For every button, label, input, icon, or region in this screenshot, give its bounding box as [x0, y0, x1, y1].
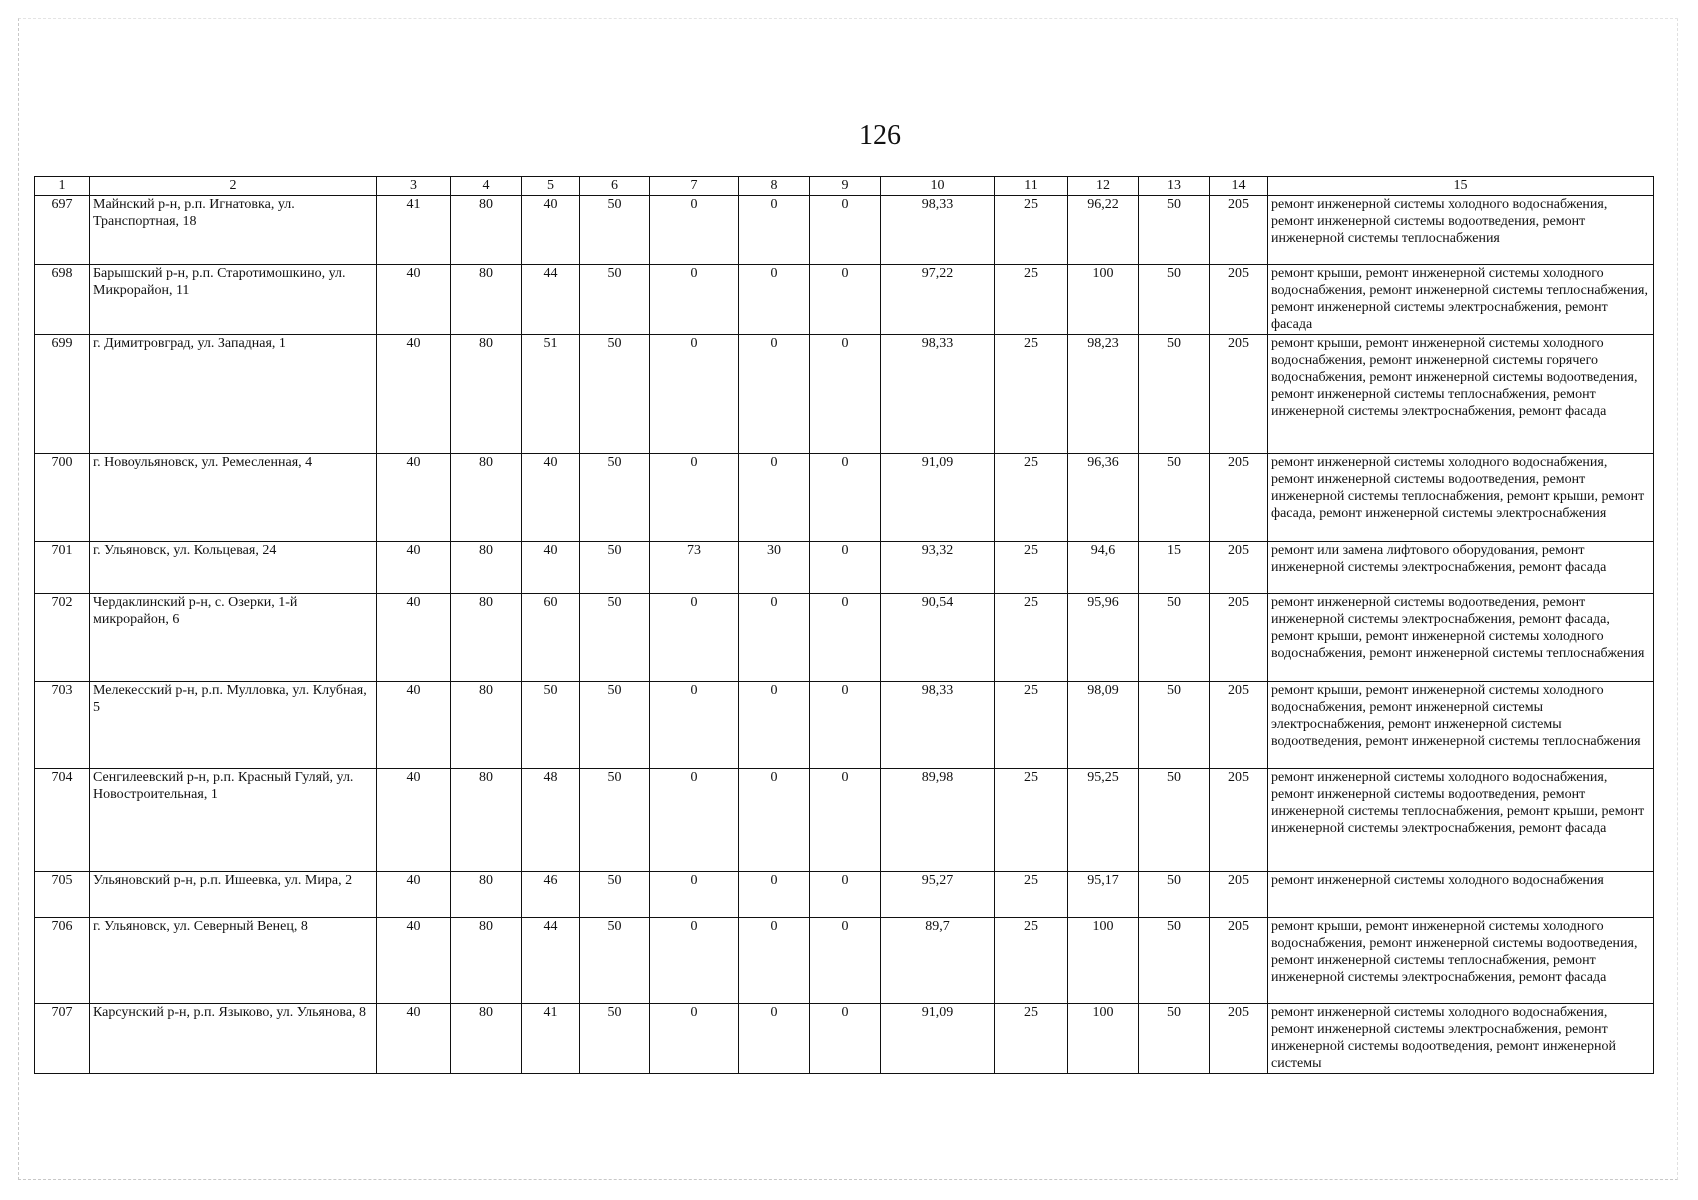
value-cell: 89,7 [881, 918, 995, 1004]
address-cell: Майнский р-н, р.п. Игнатовка, ул. Транспортная, 18 [90, 196, 377, 265]
value-cell: 0 [810, 872, 881, 918]
value-cell: 0 [810, 542, 881, 594]
table-row [35, 872, 1654, 918]
value-cell: 50 [580, 594, 650, 682]
value-cell: 40 [377, 454, 451, 542]
value-cell: 50 [1139, 594, 1210, 682]
value-cell: 0 [650, 196, 739, 265]
value-cell: 205 [1210, 682, 1268, 769]
works-list-cell: ремонт или замена лифтового оборудования, ремонт инженерной системы электроснабжения, ремонт фасада [1268, 542, 1654, 594]
column-header: 14 [1210, 177, 1268, 196]
value-cell: 50 [1139, 1004, 1210, 1074]
value-cell: 40 [377, 335, 451, 454]
value-cell: 98,23 [1068, 335, 1139, 454]
value-cell: 0 [650, 872, 739, 918]
value-cell: 95,27 [881, 872, 995, 918]
table-row [35, 196, 1654, 265]
value-cell: 0 [739, 872, 810, 918]
value-cell: 40 [522, 454, 580, 542]
value-cell: 25 [995, 196, 1068, 265]
column-header: 8 [739, 177, 810, 196]
value-cell: 0 [810, 769, 881, 872]
value-cell: 93,32 [881, 542, 995, 594]
value-cell: 80 [451, 1004, 522, 1074]
value-cell: 90,54 [881, 594, 995, 682]
works-list-cell: ремонт крыши, ремонт инженерной системы холодного водоснабжения, ремонт инженерной системы горячего водоснабжения, ремонт инженерной системы водоотведения, ремонт инженерной системы теплоснабжения, ремонт инженерной системы электроснабжения, ремонт фасада [1268, 335, 1654, 454]
value-cell: 50 [1139, 265, 1210, 335]
table-row [35, 769, 1654, 872]
table-row [35, 594, 1654, 682]
value-cell: 0 [650, 918, 739, 1004]
value-cell: 205 [1210, 454, 1268, 542]
value-cell: 50 [1139, 872, 1210, 918]
value-cell: 50 [1139, 682, 1210, 769]
value-cell: 25 [995, 682, 1068, 769]
value-cell: 48 [522, 769, 580, 872]
value-cell: 25 [995, 769, 1068, 872]
value-cell: 95,96 [1068, 594, 1139, 682]
value-cell: 0 [650, 682, 739, 769]
row-number-cell: 701 [35, 542, 90, 594]
value-cell: 51 [522, 335, 580, 454]
column-header: 4 [451, 177, 522, 196]
value-cell: 205 [1210, 594, 1268, 682]
value-cell: 46 [522, 872, 580, 918]
value-cell: 0 [650, 265, 739, 335]
value-cell: 91,09 [881, 454, 995, 542]
value-cell: 98,09 [1068, 682, 1139, 769]
value-cell: 60 [522, 594, 580, 682]
value-cell: 80 [451, 335, 522, 454]
value-cell: 40 [377, 594, 451, 682]
row-number-cell: 705 [35, 872, 90, 918]
row-number-cell: 707 [35, 1004, 90, 1074]
value-cell: 25 [995, 542, 1068, 594]
column-header: 15 [1268, 177, 1654, 196]
column-header: 10 [881, 177, 995, 196]
value-cell: 50 [580, 682, 650, 769]
value-cell: 50 [1139, 454, 1210, 542]
works-list-cell: ремонт крыши, ремонт инженерной системы холодного водоснабжения, ремонт инженерной системы теплоснабжения, ремонт инженерной системы электроснабжения, ремонт фасада [1268, 265, 1654, 335]
address-cell: г. Димитровград, ул. Западная, 1 [90, 335, 377, 454]
value-cell: 0 [739, 335, 810, 454]
value-cell: 80 [451, 196, 522, 265]
table-row [35, 918, 1654, 1004]
value-cell: 40 [522, 196, 580, 265]
value-cell: 50 [580, 196, 650, 265]
value-cell: 0 [810, 335, 881, 454]
value-cell: 80 [451, 872, 522, 918]
value-cell: 50 [1139, 769, 1210, 872]
works-list-cell: ремонт инженерной системы холодного водоснабжения, ремонт инженерной системы водоотведения, ремонт инженерной системы теплоснабжения, ремонт крыши, ремонт фасада, ремонт инженерной системы электроснабжения [1268, 454, 1654, 542]
value-cell: 97,22 [881, 265, 995, 335]
value-cell: 100 [1068, 265, 1139, 335]
value-cell: 80 [451, 769, 522, 872]
row-number-cell: 706 [35, 918, 90, 1004]
value-cell: 0 [739, 265, 810, 335]
value-cell: 30 [739, 542, 810, 594]
value-cell: 15 [1139, 542, 1210, 594]
value-cell: 25 [995, 265, 1068, 335]
value-cell: 50 [1139, 196, 1210, 265]
value-cell: 0 [739, 1004, 810, 1074]
address-cell: г. Новоульяновск, ул. Ремесленная, 4 [90, 454, 377, 542]
value-cell: 80 [451, 594, 522, 682]
value-cell: 96,22 [1068, 196, 1139, 265]
value-cell: 100 [1068, 1004, 1139, 1074]
address-cell: г. Ульяновск, ул. Северный Венец, 8 [90, 918, 377, 1004]
column-header: 6 [580, 177, 650, 196]
value-cell: 98,33 [881, 196, 995, 265]
table-row [35, 542, 1654, 594]
table-row [35, 454, 1654, 542]
column-header: 7 [650, 177, 739, 196]
value-cell: 80 [451, 918, 522, 1004]
value-cell: 95,25 [1068, 769, 1139, 872]
value-cell: 44 [522, 918, 580, 1004]
value-cell: 0 [810, 682, 881, 769]
works-list-cell: ремонт инженерной системы холодного водоснабжения, ремонт инженерной системы водоотведения, ремонт инженерной системы теплоснабжения [1268, 196, 1654, 265]
value-cell: 50 [580, 769, 650, 872]
table-row [35, 682, 1654, 769]
row-number-cell: 703 [35, 682, 90, 769]
value-cell: 40 [377, 918, 451, 1004]
row-number-cell: 700 [35, 454, 90, 542]
value-cell: 50 [580, 918, 650, 1004]
value-cell: 0 [810, 454, 881, 542]
value-cell: 205 [1210, 265, 1268, 335]
value-cell: 50 [522, 682, 580, 769]
row-number-cell: 698 [35, 265, 90, 335]
column-header: 13 [1139, 177, 1210, 196]
row-number-cell: 699 [35, 335, 90, 454]
value-cell: 50 [580, 335, 650, 454]
value-cell: 25 [995, 872, 1068, 918]
address-cell: Барышский р-н, р.п. Старотимошкино, ул. Микрорайон, 11 [90, 265, 377, 335]
value-cell: 0 [650, 769, 739, 872]
value-cell: 50 [580, 1004, 650, 1074]
value-cell: 25 [995, 335, 1068, 454]
column-header: 5 [522, 177, 580, 196]
address-cell: Карсунский р-н, р.п. Языково, ул. Ульянова, 8 [90, 1004, 377, 1074]
value-cell: 0 [810, 196, 881, 265]
value-cell: 95,17 [1068, 872, 1139, 918]
value-cell: 0 [739, 918, 810, 1004]
value-cell: 205 [1210, 918, 1268, 1004]
value-cell: 0 [810, 918, 881, 1004]
value-cell: 40 [377, 872, 451, 918]
value-cell: 0 [739, 594, 810, 682]
page-number: 126 [859, 120, 901, 151]
row-number-cell: 697 [35, 196, 90, 265]
works-list-cell: ремонт инженерной системы холодного водоснабжения, ремонт инженерной системы водоотведения, ремонт инженерной системы теплоснабжения, ремонт крыши, ремонт инженерной системы электроснабжения, ремонт фасада [1268, 769, 1654, 872]
value-cell: 50 [580, 265, 650, 335]
value-cell: 40 [377, 265, 451, 335]
table-row [35, 335, 1654, 454]
table-row [35, 1004, 1654, 1074]
value-cell: 100 [1068, 918, 1139, 1004]
value-cell: 40 [377, 682, 451, 769]
value-cell: 25 [995, 918, 1068, 1004]
address-cell: Мелекесский р-н, р.п. Мулловка, ул. Клубная, 5 [90, 682, 377, 769]
value-cell: 98,33 [881, 682, 995, 769]
value-cell: 91,09 [881, 1004, 995, 1074]
value-cell: 0 [650, 335, 739, 454]
value-cell: 0 [810, 1004, 881, 1074]
value-cell: 205 [1210, 542, 1268, 594]
value-cell: 25 [995, 594, 1068, 682]
value-cell: 73 [650, 542, 739, 594]
address-cell: Ульяновский р-н, р.п. Ишеевка, ул. Мира, 2 [90, 872, 377, 918]
column-header: 2 [90, 177, 377, 196]
value-cell: 0 [739, 454, 810, 542]
works-table [34, 176, 1654, 1074]
value-cell: 0 [810, 265, 881, 335]
row-number-cell: 702 [35, 594, 90, 682]
row-number-cell: 704 [35, 769, 90, 872]
value-cell: 0 [650, 1004, 739, 1074]
value-cell: 40 [377, 769, 451, 872]
value-cell: 40 [377, 542, 451, 594]
value-cell: 98,33 [881, 335, 995, 454]
value-cell: 80 [451, 682, 522, 769]
value-cell: 80 [451, 454, 522, 542]
header-row [35, 177, 1654, 196]
value-cell: 205 [1210, 1004, 1268, 1074]
value-cell: 41 [377, 196, 451, 265]
value-cell: 25 [995, 1004, 1068, 1074]
value-cell: 96,36 [1068, 454, 1139, 542]
value-cell: 0 [739, 682, 810, 769]
value-cell: 41 [522, 1004, 580, 1074]
value-cell: 40 [377, 1004, 451, 1074]
value-cell: 50 [580, 454, 650, 542]
value-cell: 0 [650, 594, 739, 682]
value-cell: 80 [451, 542, 522, 594]
works-list-cell: ремонт крыши, ремонт инженерной системы холодного водоснабжения, ремонт инженерной системы электроснабжения, ремонт инженерной системы водоотведения, ремонт инженерной системы теплоснабжения [1268, 682, 1654, 769]
value-cell: 40 [522, 542, 580, 594]
address-cell: Сенгилеевский р-н, р.п. Красный Гуляй, ул. Новостроительная, 1 [90, 769, 377, 872]
value-cell: 0 [650, 454, 739, 542]
value-cell: 0 [810, 594, 881, 682]
value-cell: 205 [1210, 872, 1268, 918]
column-header: 1 [35, 177, 90, 196]
table-row [35, 265, 1654, 335]
column-header: 3 [377, 177, 451, 196]
value-cell: 50 [580, 872, 650, 918]
value-cell: 205 [1210, 769, 1268, 872]
works-list-cell: ремонт инженерной системы холодного водоснабжения, ремонт инженерной системы электроснабжения, ремонт инженерной системы водоотведения, ремонт инженерной системы [1268, 1004, 1654, 1074]
value-cell: 44 [522, 265, 580, 335]
column-header: 11 [995, 177, 1068, 196]
address-cell: г. Ульяновск, ул. Кольцевая, 24 [90, 542, 377, 594]
table-body [35, 196, 1654, 1074]
value-cell: 50 [1139, 918, 1210, 1004]
works-list-cell: ремонт крыши, ремонт инженерной системы холодного водоснабжения, ремонт инженерной системы водоотведения, ремонт инженерной системы теплоснабжения, ремонт инженерной системы электроснабжения, ремонт фасада [1268, 918, 1654, 1004]
column-header: 9 [810, 177, 881, 196]
value-cell: 205 [1210, 335, 1268, 454]
value-cell: 94,6 [1068, 542, 1139, 594]
value-cell: 0 [739, 769, 810, 872]
value-cell: 25 [995, 454, 1068, 542]
address-cell: Чердаклинский р-н, с. Озерки, 1-й микрорайон, 6 [90, 594, 377, 682]
value-cell: 50 [580, 542, 650, 594]
value-cell: 89,98 [881, 769, 995, 872]
works-list-cell: ремонт инженерной системы холодного водоснабжения [1268, 872, 1654, 918]
value-cell: 205 [1210, 196, 1268, 265]
works-list-cell: ремонт инженерной системы водоотведения, ремонт инженерной системы электроснабжения, ремонт фасада, ремонт крыши, ремонт инженерной системы холодного водоснабжения, ремонт инженерной системы теплоснабжения [1268, 594, 1654, 682]
column-header: 12 [1068, 177, 1139, 196]
value-cell: 80 [451, 265, 522, 335]
value-cell: 0 [739, 196, 810, 265]
value-cell: 50 [1139, 335, 1210, 454]
